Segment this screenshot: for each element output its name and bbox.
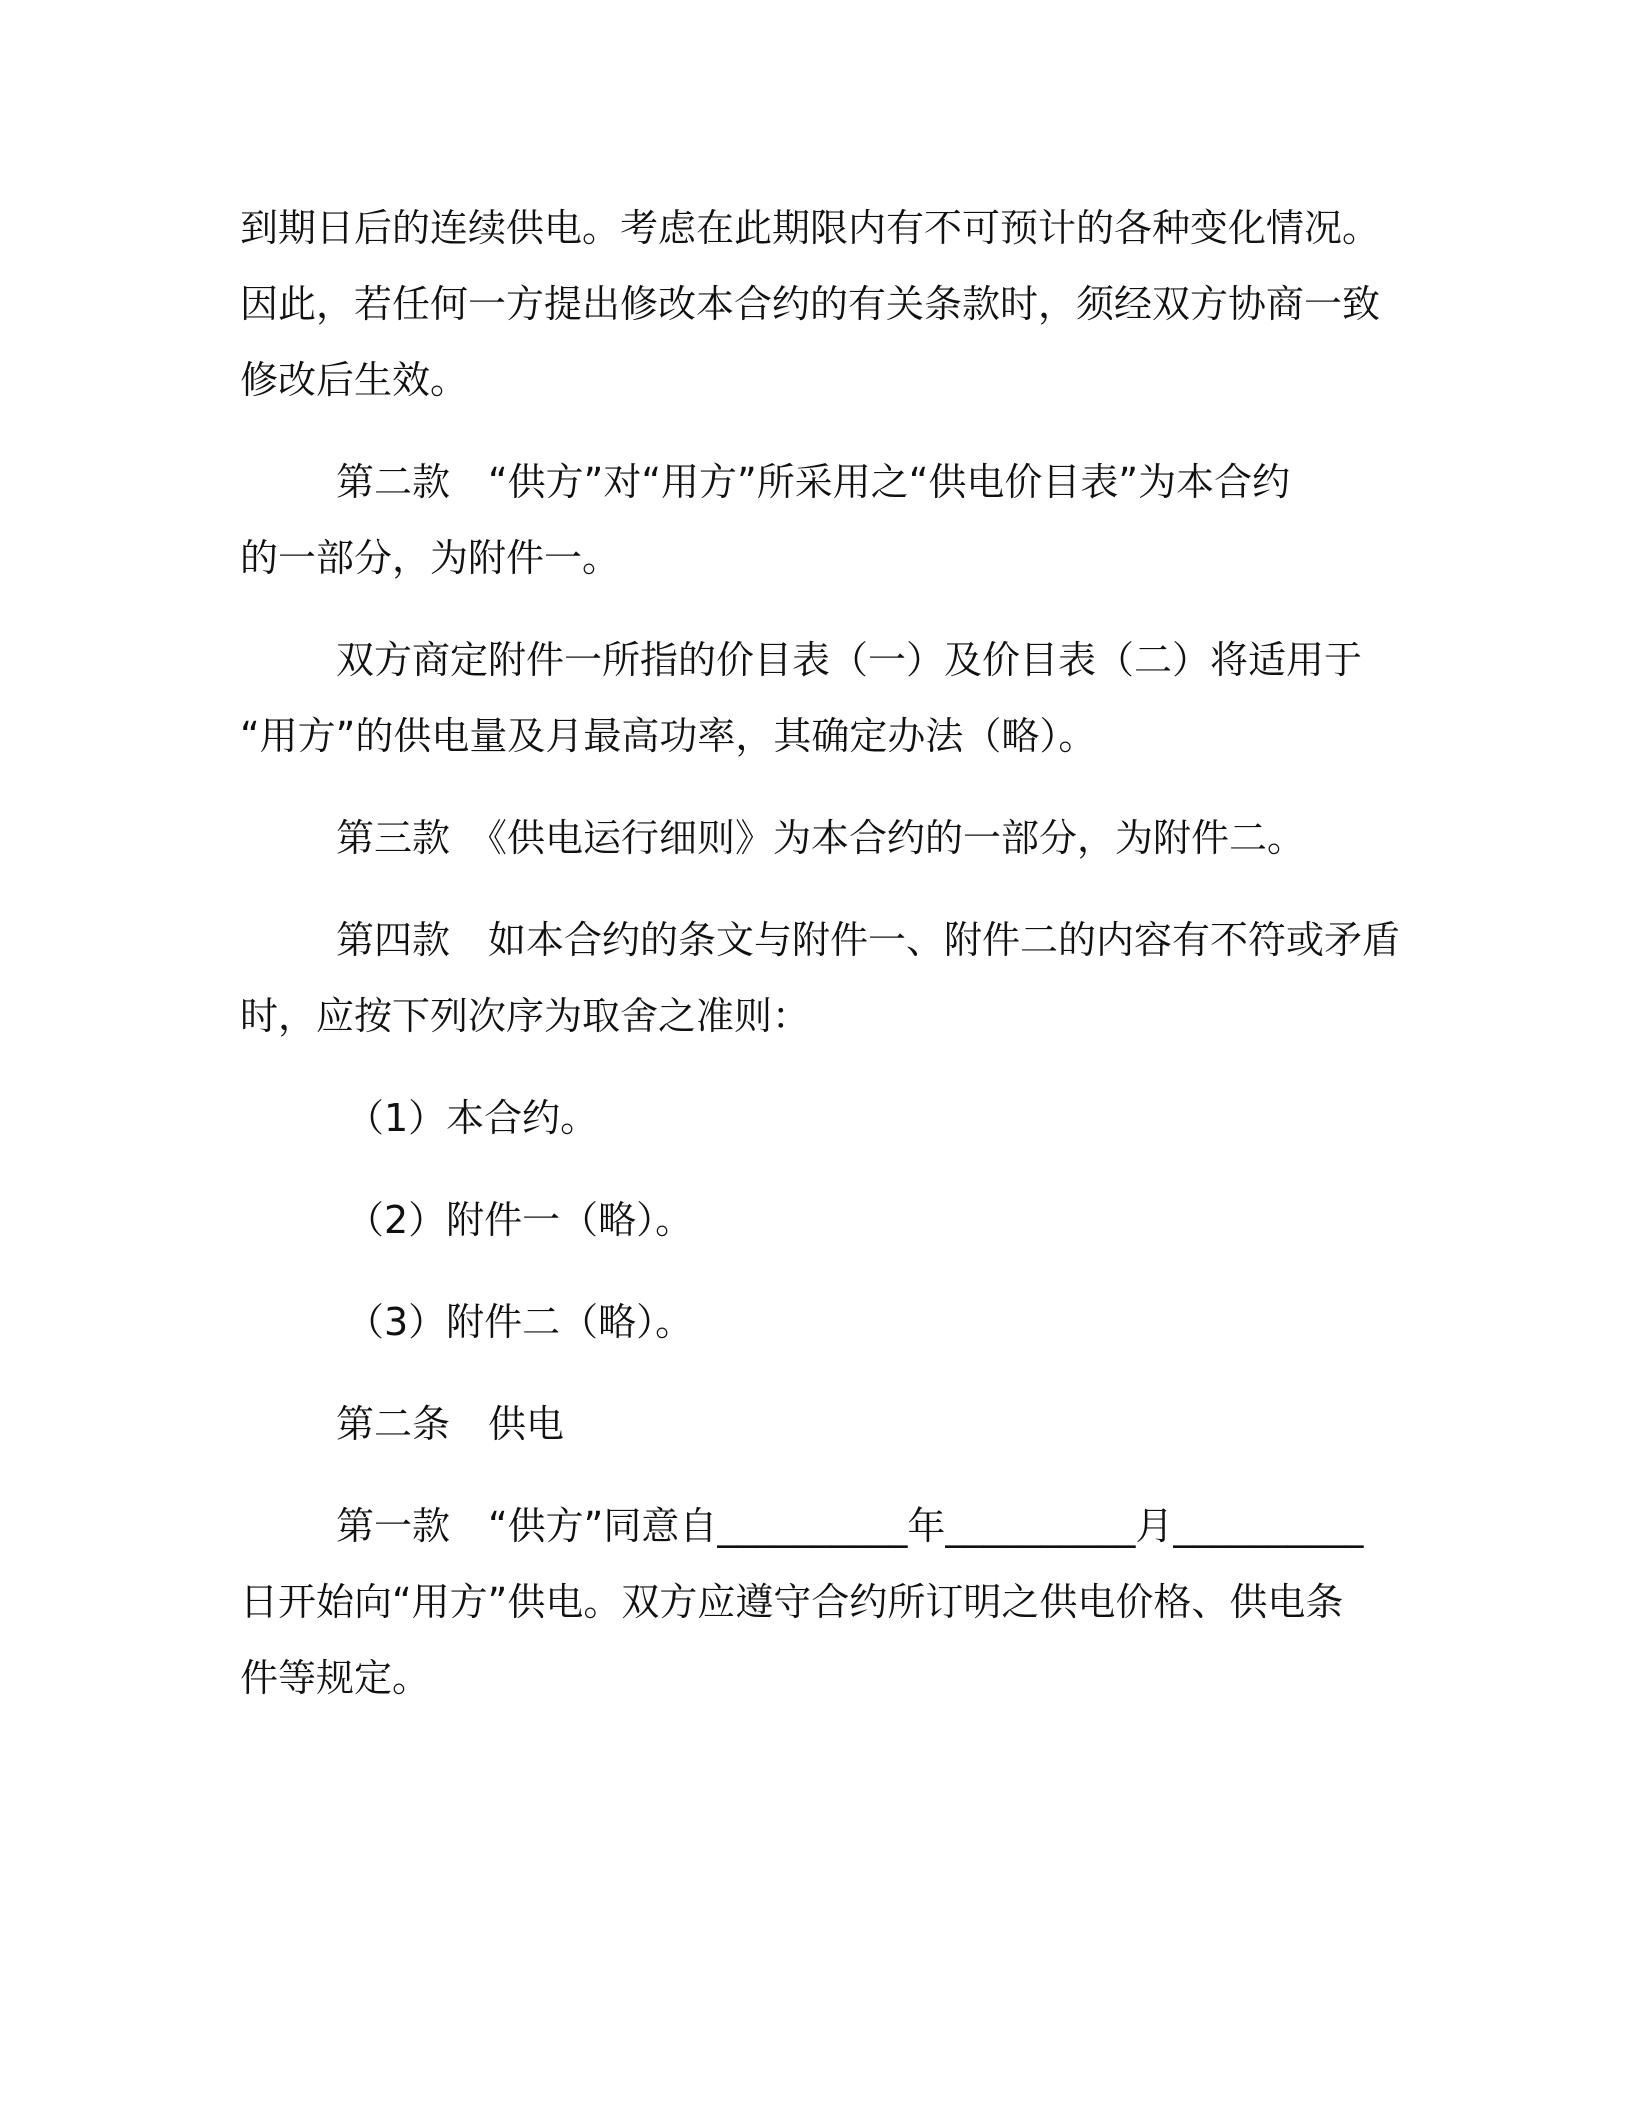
text-line: 日开始向“用方”供电。双方应遵守合约所订明之供电价格、供电条 xyxy=(240,1580,1344,1624)
text-line: 第一款 “供方”同意自__________年__________月__________ xyxy=(336,1504,1364,1548)
text-line: 第四款 如本合约的条文与附件一、附件二的内容有不符或矛盾 xyxy=(336,918,1401,962)
text-line: 到期日后的连续供电。考虑在此期限内有不可预计的各种变化情况。 xyxy=(240,206,1381,250)
priority-list xyxy=(240,1080,1390,1360)
paragraph-supply-clause-1 xyxy=(240,1488,1390,1716)
text-line: 第二款 “供方”对“用方”所采用之“供电价目表”为本合约 xyxy=(336,460,1291,504)
text-line: 修改后生效。 xyxy=(240,358,469,402)
list-item: （2）附件一（略）。 xyxy=(346,1198,694,1242)
list-item: （1）本合约。 xyxy=(346,1096,599,1140)
list-item: （3）附件二（略）。 xyxy=(346,1300,694,1344)
section-heading-supply xyxy=(240,1386,1390,1462)
document-page xyxy=(240,190,1401,1716)
text-line: 件等规定。 xyxy=(240,1656,431,1700)
text-line: 时，应按下列次序为取舍之准则： xyxy=(240,994,811,1038)
text-line: 因此，若任何一方提出修改本合约的有关条款时，须经双方协商一致 xyxy=(240,282,1381,326)
text-line: 双方商定附件一所指的价目表（一）及价目表（二）将适用于 xyxy=(336,638,1363,682)
paragraph-clause-2 xyxy=(240,444,1390,596)
paragraph-continuation xyxy=(240,190,1390,418)
text-line: 的一部分，为附件一。 xyxy=(240,536,621,580)
text-line: “用方”的供电量及月最高功率，其确定办法（略）。 xyxy=(240,714,1097,758)
section-heading: 第二条 供电 xyxy=(336,1402,565,1446)
paragraph-clause-3 xyxy=(240,800,1390,876)
paragraph-price-table xyxy=(240,622,1390,774)
paragraph-clause-4 xyxy=(240,902,1401,1054)
text-line: 第三款 《供电运行细则》为本合约的一部分，为附件二。 xyxy=(336,816,1306,860)
